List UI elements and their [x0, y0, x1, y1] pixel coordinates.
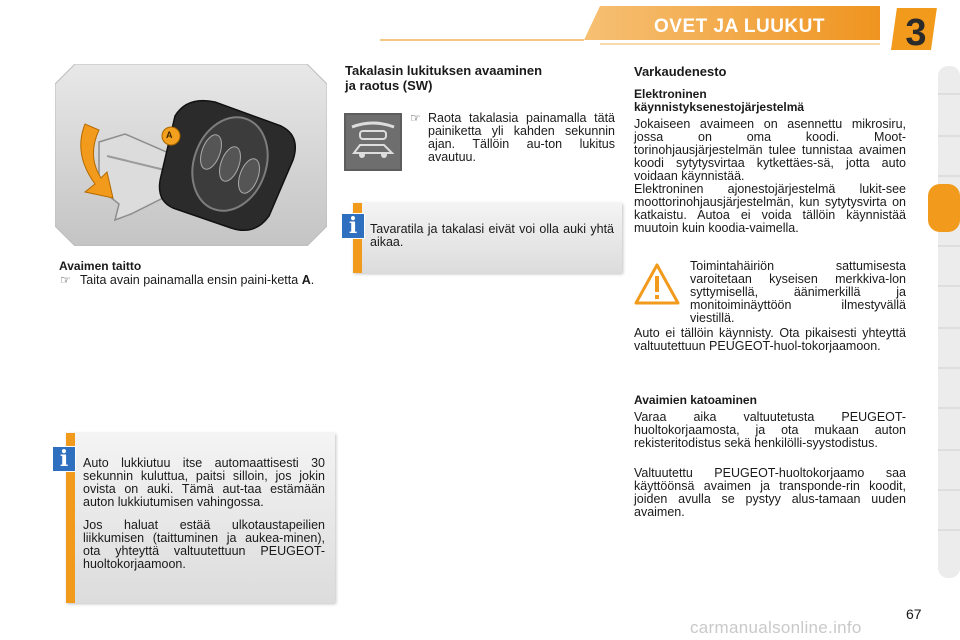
auto-lock-info-box [66, 433, 335, 603]
theft-warning-text: Toimintahäiriön sattumisesta varoitetaan kyseisen merkkiva-lon syttymisellä, äänimerkillä ja monitoiminäyttöön ilmestyvällä viestillä. [690, 259, 906, 325]
lost-keys-paragraph-2: Valtuutettu PEUGEOT-huoltokorjaamo saa käyttöönsä avaimen ja transponde-rin koodit, joiden avulla se pystyy alus-tamaan uuden avaimen. [634, 466, 906, 519]
chapter-tab-strip[interactable] [928, 66, 960, 578]
button-a-label: A [166, 130, 173, 140]
pointing-hand-icon: ☞ [410, 111, 421, 125]
trunk-info-text: Tavaratila ja takalasi eivät voi olla auki yhtä aikaa. [370, 222, 614, 249]
theft-heading: Varkaudenesto [634, 64, 727, 79]
chapter-number: 3 [905, 12, 927, 54]
theft-sub-heading: Elektroninen käynnistyksenestojärjestelmä [634, 87, 805, 114]
chapter-title: OVET JA LUUKUT [654, 16, 825, 37]
warning-triangle-icon [634, 262, 680, 306]
lost-keys-heading: Avaimien katoaminen [634, 393, 757, 407]
key-folding-instruction: Taita avain painamalla ensin paini-ketta A. [80, 273, 315, 287]
trunk-button-icon [344, 113, 402, 171]
info-icon: i [52, 446, 76, 472]
trunk-heading: Takalasin lukituksen avaaminen ja raotus (SW) [345, 63, 543, 93]
theft-paragraph-3: Auto ei tällöin käynnisty. Ota pikaisesti yhteyttä valtuutettuun PEUGEOT-huol-tokorjaamoon. [634, 326, 906, 353]
key-folding-heading: Avaimen taitto [59, 259, 142, 273]
trunk-instruction: Raota takalasia painamalla tätä painiketta yli kahden sekunnin ajan. Tällöin au-ton lukitus avautuu. [428, 111, 615, 164]
info-icon: i [341, 213, 365, 239]
auto-lock-paragraph-2: Jos haluat estää ulkotaustapeilien liikkumisen (taittuminen ja aukea-minen), ota yhteyttä valtuutettuun PEUGEOT-huoltokorjaamoon. [83, 518, 325, 571]
lost-keys-paragraph-1: Varaa aika valtuutetusta PEUGEOT-huoltokorjaamosta, ja ota mukaan auton rekisteritodistus sekä henkilölli-syystodistus. [634, 410, 906, 450]
watermark[interactable]: carmanualsonline.info [690, 618, 862, 637]
theft-paragraph-1: Jokaiseen avaimeen on asennettu mikrosiru, jossa on oma koodi. Moot-torinohjausjärjestelmän tulee tunnistaa avaimen koodi sytytysvirtaa kytkettäes-sä, jotta auto voidaan käynnistää. [634, 117, 906, 183]
page-number: 67 [906, 606, 922, 622]
trunk-info-box [353, 203, 622, 273]
pointing-hand-icon: ☞ [60, 273, 71, 287]
auto-lock-paragraph-1: Auto lukkiutuu itse automaattisesti 30 sekunnin kuluttua, paitsi silloin, jos jokin ovista on auki. Tämä aut-taa estämään auton lukkiutumisen vahingossa. [83, 456, 325, 509]
theft-paragraph-2: Elektroninen ajonestojärjestelmä lukit-see moottorinohjausjärjestelmän, kun sytytysvirta on katkaistu. Autoa ei voida tällöin käynnistää muutoin kuin koodia-vaimella. [634, 182, 906, 235]
key-folding-illustration [55, 64, 327, 246]
